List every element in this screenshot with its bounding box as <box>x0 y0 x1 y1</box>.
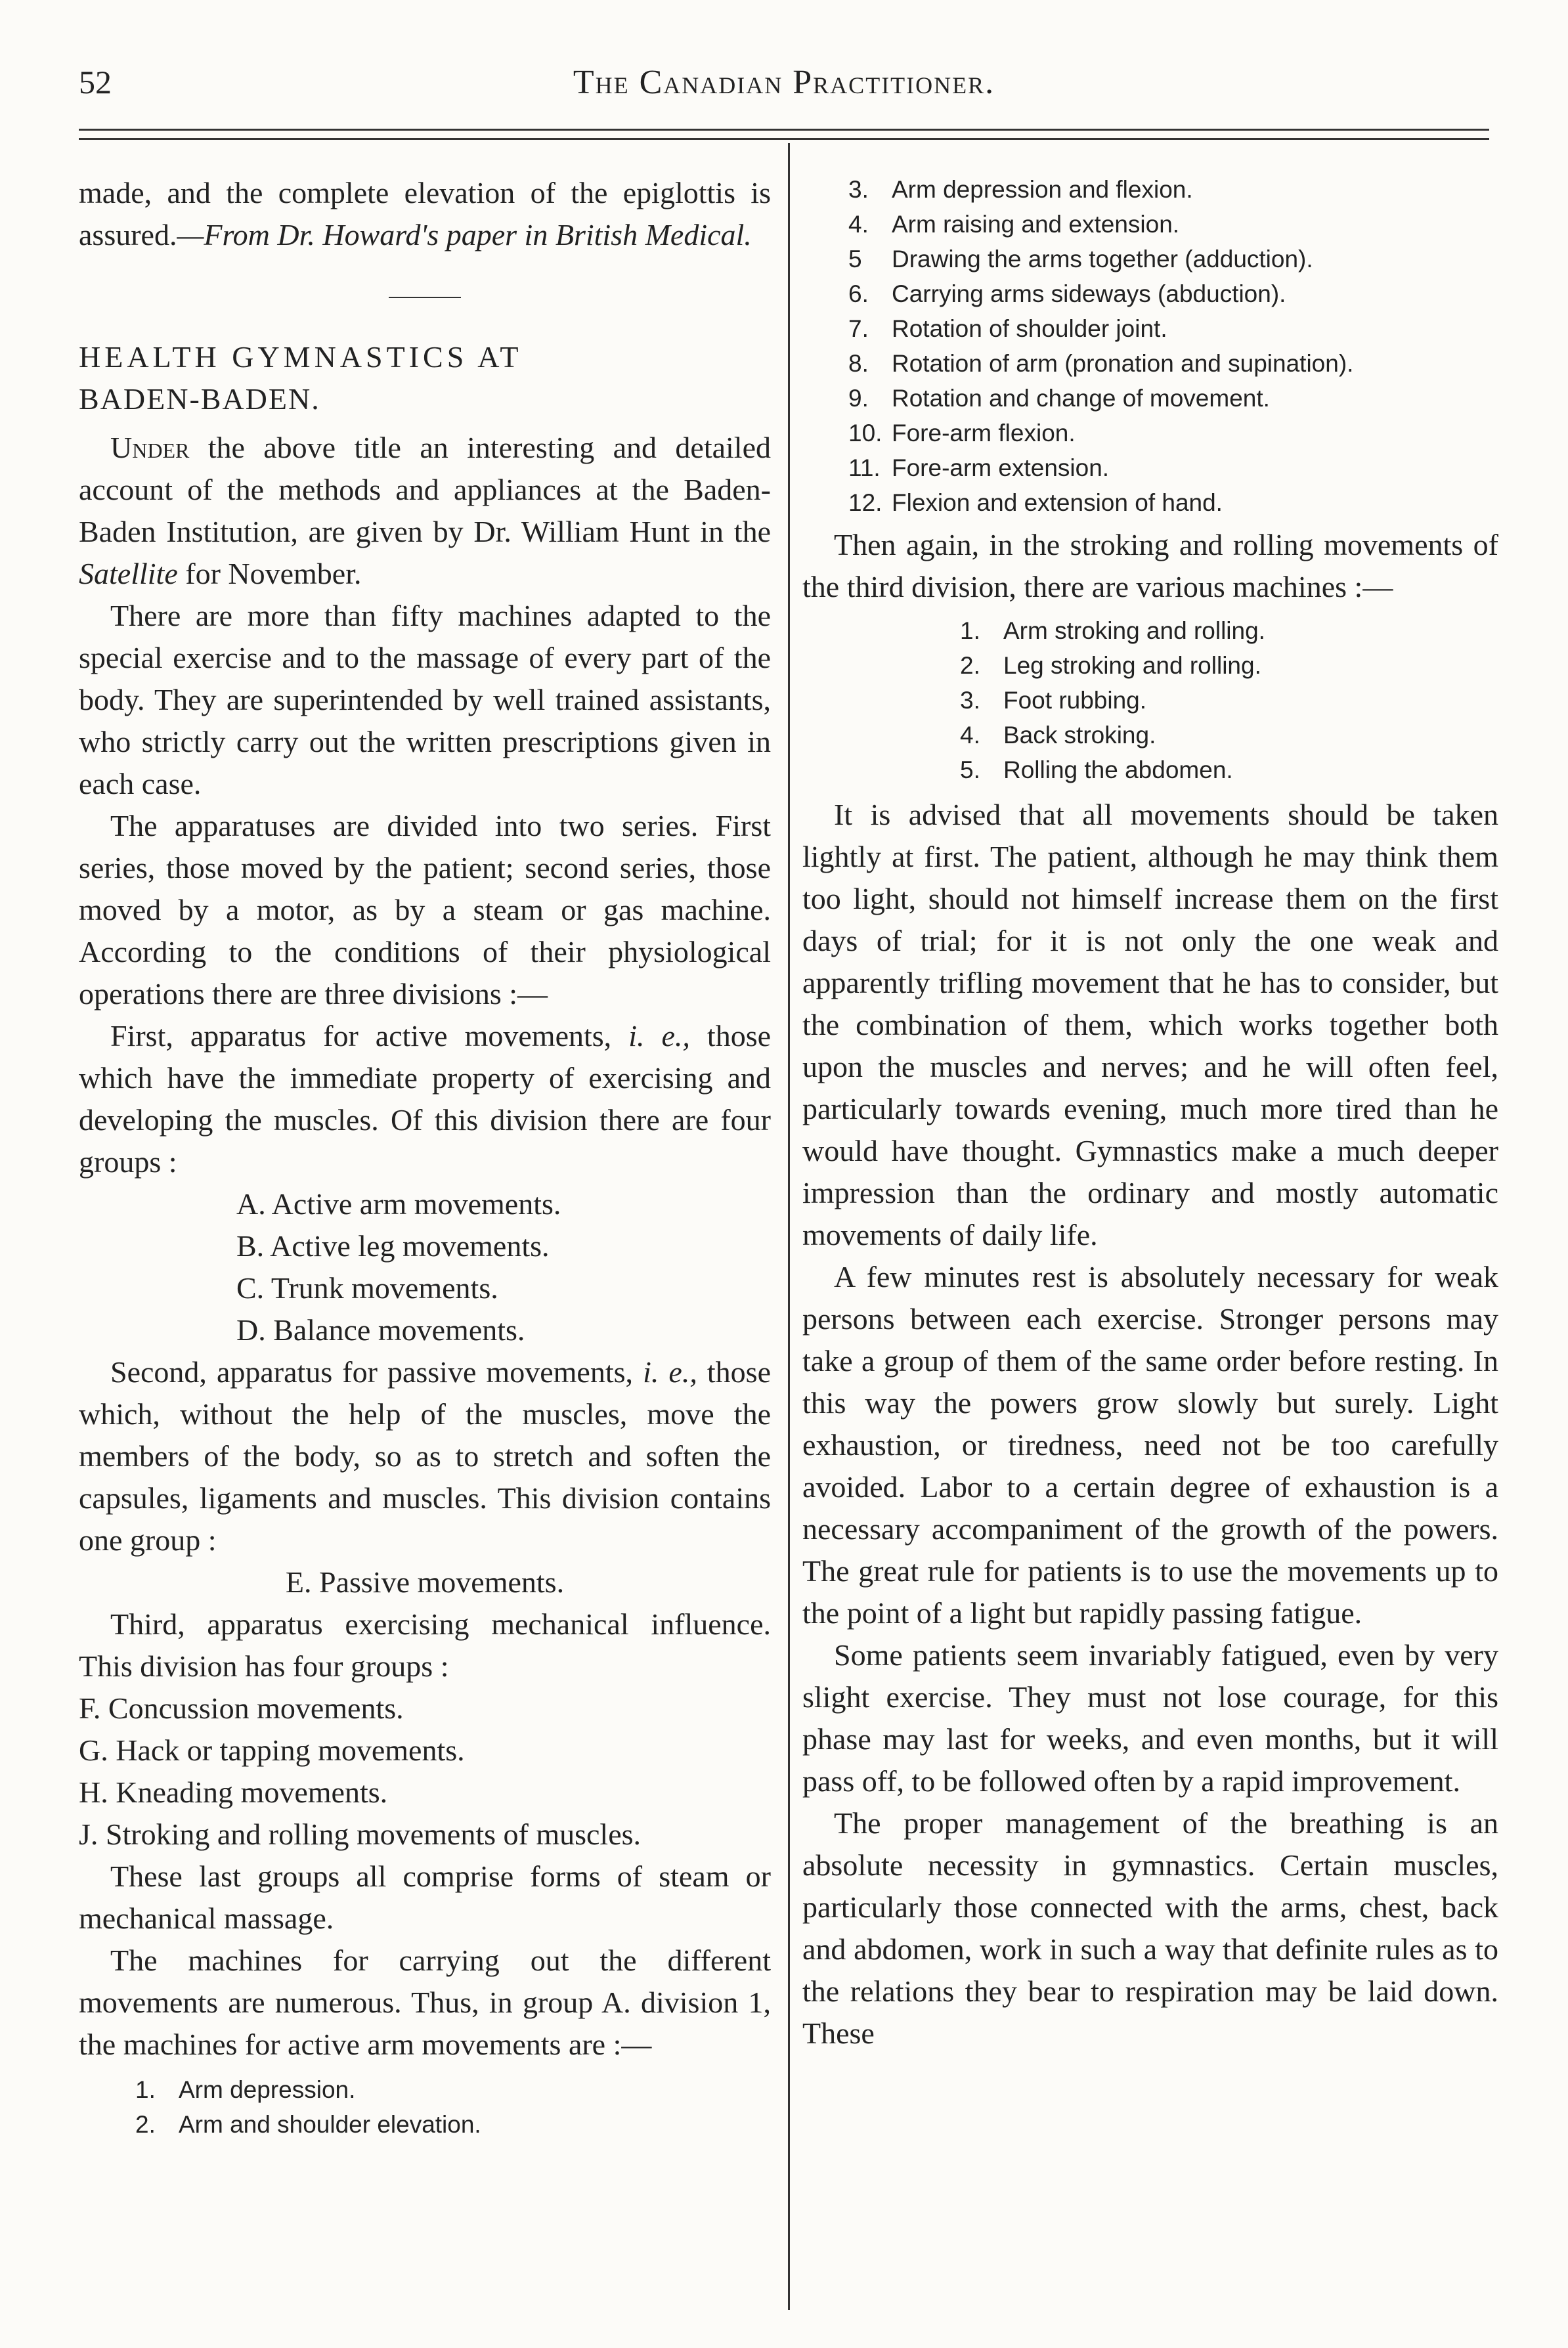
list-item <box>848 242 1498 276</box>
list-item: J. Stroking and rolling movements of muscles. <box>79 1817 642 1851</box>
header-rule-bottom <box>79 138 1489 140</box>
item-text: Rotation of arm (pronation and supination). <box>892 350 1354 377</box>
item-text: Arm depression and flexion. <box>892 176 1193 203</box>
list-item <box>848 381 1498 416</box>
ie-abbrev: i. e., <box>628 1019 690 1053</box>
second-division-b: those which, without the help of the muscles, move the members of the body, so as to stretch and soften the capsules, ligaments and muscles. This division contains one group : <box>79 1355 771 1557</box>
item-number: 6. <box>848 280 869 307</box>
paragraph-series: The apparatuses are divided into two series. First series, those moved by the patient; second series, those moved by a motor, as by a steam or gas machine. According to the conditions of their physiological operations there are three divisions :— <box>79 809 771 1011</box>
item-number: 2. <box>960 652 980 679</box>
item-text: Rotation and change of movement. <box>892 385 1270 412</box>
item-text: Flexion and extension of hand. <box>892 489 1223 516</box>
list-item: H. Kneading movements. <box>79 1775 388 1809</box>
list-item <box>960 718 1498 752</box>
item-number: 4. <box>848 211 869 238</box>
item-text: Back stroking. <box>1003 722 1156 749</box>
item-number: 5. <box>960 756 980 783</box>
arm-machine-list-continued <box>802 172 1498 520</box>
first-division-b: those which have the immediate property of exercising and developing the muscles. Of this division there are four groups : <box>79 1019 772 1179</box>
second-division-a: Second, apparatus for passive movements, <box>110 1355 643 1389</box>
item-text: Foot rubbing. <box>1003 687 1147 714</box>
passive-group: E. Passive movements. <box>285 1565 565 1599</box>
list-item <box>848 416 1498 450</box>
continued-paragraph <box>79 172 771 256</box>
article-title-line2: BADEN-BADEN. <box>79 382 320 416</box>
article-title: HEALTH GYMNASTICS AT <box>79 340 523 374</box>
mechanical-groups-list <box>79 1687 771 1856</box>
list-item <box>848 346 1498 381</box>
list-item: A. Active arm movements. <box>236 1187 561 1221</box>
paragraph-advice: It is advised that all movements should be taken lightly at first. The patient, although he may think them too light, should not himself increase them on the first days of trial; for it is not only the one weak and apparently trifling movement that he has to consider, but the combination of them, which works together both upon the muscles and nerves; and he will often feel, particularly towards evening, much more tired than he would have thought. Gymnastics make a much deeper impression than the ordinary and mostly automatic movements of daily life. <box>802 798 1498 1251</box>
first-division-a: First, apparatus for active movements, <box>110 1019 629 1053</box>
ie-abbrev: i. e., <box>643 1355 697 1389</box>
list-item <box>960 683 1498 718</box>
item-number: 12. <box>848 489 882 516</box>
running-title: The Canadian Practitioner. <box>573 64 995 101</box>
list-item <box>960 752 1498 787</box>
item-text: Arm raising and extension. <box>892 211 1180 238</box>
page-number: 52 <box>79 64 112 100</box>
item-number: 10. <box>848 420 882 446</box>
item-number: 4. <box>960 722 980 749</box>
paragraph-rest: A few minutes rest is absolutely necessary for weak persons between each exercise. Stronger persons may take a group of them of the same order before resting. In this way the powers grow slowly but surely. Light exhaustion, or tiredness, need not be too carefully avoided. Labor to a certain degree of exhaustion is a necessary accompaniment of the growth of the powers. The great rule for patients is to use the movements up to the point of a light but rapidly passing fatigue. <box>802 1260 1498 1630</box>
page-header <box>79 63 1489 116</box>
intro-end: for November. <box>177 557 362 590</box>
continued-text: made, and the complete elevation of the epiglottis is assured. <box>79 176 771 251</box>
paragraph-third-division: Third, apparatus exercising mechanical influence. This division has four groups : <box>79 1607 771 1683</box>
list-item <box>848 172 1498 207</box>
publication-name: Satellite <box>79 557 178 590</box>
intro-text: the above title an interesting and detailed account of the methods and appliances at the Baden-Baden Institution, are given by Dr. William Hunt in the <box>79 431 771 548</box>
item-number: 7. <box>848 315 869 342</box>
active-groups-list <box>79 1183 771 1351</box>
item-number: 3. <box>960 687 980 714</box>
paragraph-intro <box>79 427 771 595</box>
item-number: 1. <box>960 617 980 644</box>
list-item: G. Hack or tapping movements. <box>79 1733 465 1767</box>
item-number: 9. <box>848 385 869 412</box>
paragraph-massage: These last groups all comprise forms of steam or mechanical massage. <box>79 1859 771 1935</box>
section-separator <box>389 297 461 298</box>
list-item: D. Balance movements. <box>236 1313 525 1347</box>
list-item <box>135 2107 771 2142</box>
list-item: F. Concussion movements. <box>79 1691 404 1725</box>
list-item <box>848 311 1498 346</box>
list-item <box>135 2072 771 2107</box>
item-number: 8. <box>848 350 869 377</box>
item-number: 11. <box>848 454 881 481</box>
item-text: Arm and shoulder elevation. <box>179 2111 481 2138</box>
source-citation: —From Dr. Howard's paper in British Medical. <box>177 218 752 251</box>
item-text: Arm stroking and rolling. <box>1003 617 1265 644</box>
item-text: Rotation of shoulder joint. <box>892 315 1167 342</box>
paragraph-second-division <box>79 1351 771 1561</box>
arm-machine-list <box>79 2072 771 2142</box>
item-number: 5 <box>848 246 862 272</box>
header-rule-top <box>79 129 1489 131</box>
list-item <box>960 648 1498 683</box>
item-text: Arm depression. <box>179 2076 356 2103</box>
paragraph-fatigue: Some patients seem invariably fatigued, even by very slight exercise. They must not lose courage, for this phase may last for weeks, and even months, but it will pass off, to be followed often by a rapid improvement. <box>802 1638 1498 1798</box>
paragraph-arm-machines: The machines for carrying out the different movements are numerous. Thus, in group A. division 1, the machines for active arm movements are :— <box>79 1944 771 2061</box>
list-item: C. Trunk movements. <box>236 1271 498 1305</box>
list-item <box>848 485 1498 520</box>
column-divider <box>788 143 790 2310</box>
item-number: 1. <box>135 2076 156 2103</box>
list-item <box>848 207 1498 242</box>
list-item <box>960 613 1498 648</box>
stroking-machine-list <box>802 613 1498 787</box>
paragraph-first-division <box>79 1015 771 1183</box>
list-item: B. Active leg movements. <box>236 1229 550 1263</box>
paragraph-stroking: Then again, in the stroking and rolling movements of the third division, there are various machines :— <box>802 528 1498 603</box>
item-text: Fore-arm extension. <box>892 454 1110 481</box>
item-text: Leg stroking and rolling. <box>1003 652 1261 679</box>
paragraph-machines: There are more than fifty machines adapted to the special exercise and to the massage of every part of the body. They are superintended by well trained assistants, who strictly carry out the written prescriptions given in each case. <box>79 599 771 800</box>
item-text: Carrying arms sideways (abduction). <box>892 280 1286 307</box>
right-column <box>802 172 1498 2054</box>
item-text: Rolling the abdomen. <box>1003 756 1233 783</box>
item-text: Fore-arm flexion. <box>892 420 1076 446</box>
paragraph-breathing: The proper management of the breathing is an absolute necessity in gymnastics. Certain muscles, particularly those connected with the arms, chest, back and abdomen, work in such a way that definite rules as to the relations they bear to respiration may be laid down. These <box>802 1806 1498 2050</box>
item-number: 3. <box>848 176 869 203</box>
list-item <box>848 450 1498 485</box>
item-number: 2. <box>135 2111 156 2138</box>
list-item <box>848 276 1498 311</box>
lead-word: Under <box>110 431 190 464</box>
item-text: Drawing the arms together (adduction). <box>892 246 1313 272</box>
left-column <box>79 172 771 2142</box>
